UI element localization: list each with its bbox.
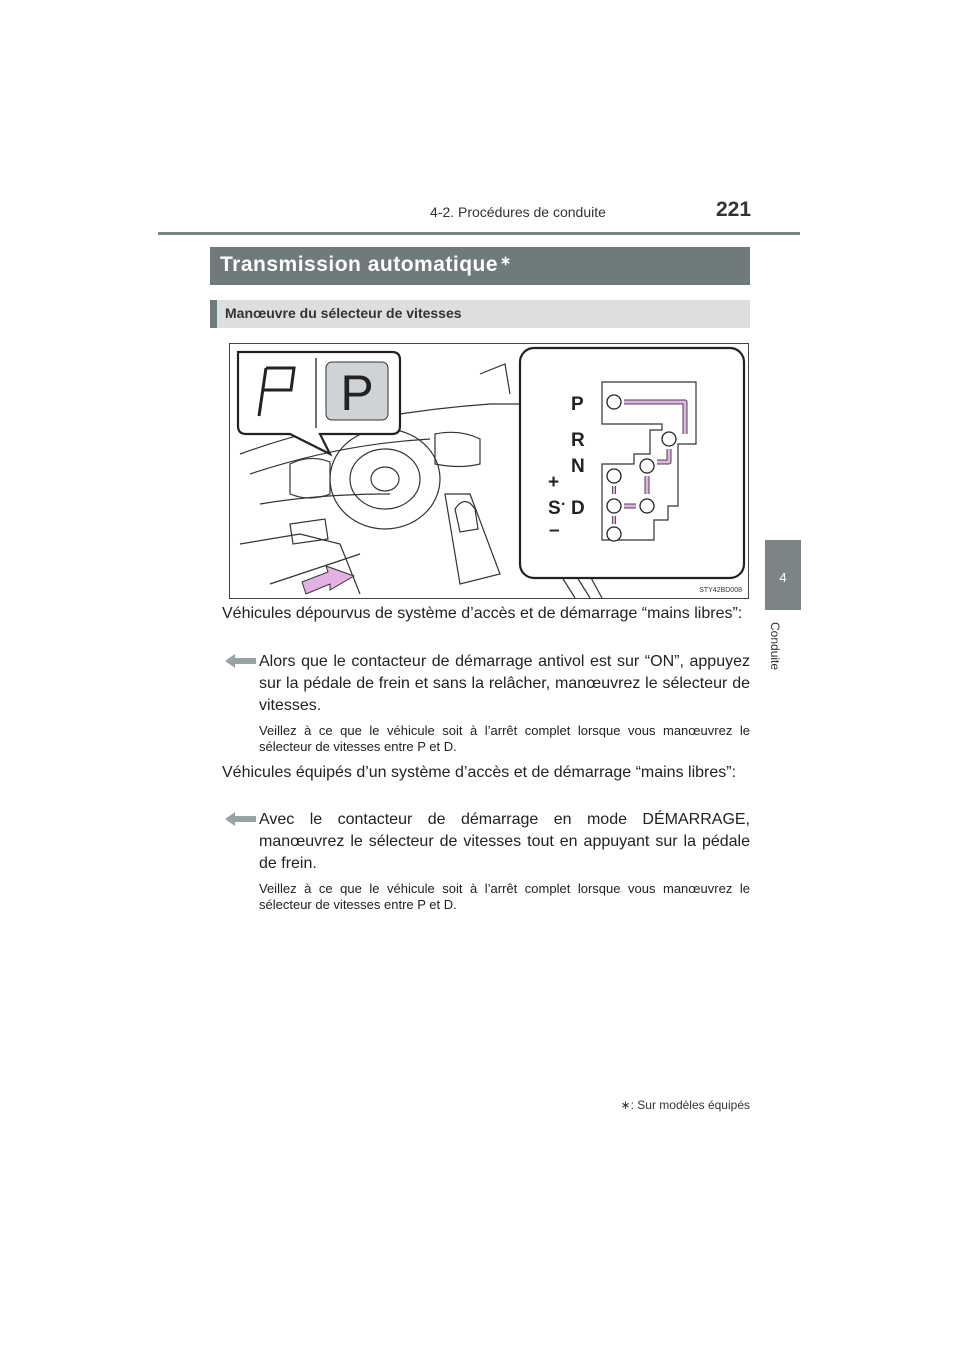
note-no-smart-key: Veillez à ce que le véhicule soit à l’arrêt complet lorsque vous manœuvrez le sélecteur de vitesses entre P et D. — [259, 723, 750, 754]
step-arrow-icon — [225, 654, 256, 668]
gear-label-r: R — [571, 430, 585, 451]
shift-plus-label: + — [548, 472, 560, 493]
title-asterisk-marker: ∗ — [500, 253, 512, 268]
page-number: 221 — [716, 198, 752, 221]
section-title: 4-2. Procédures de conduite — [430, 204, 606, 220]
intro-no-smart-key: Véhicules dépourvus de système d’accès et de démarrage “mains libres”: — [222, 605, 743, 622]
position-r-circle — [662, 432, 676, 446]
chapter-tab-number: 4 — [779, 570, 787, 585]
step-smart-key: Avec le contacteur de démarrage en mode DÉMARRAGE, manœuvrez le sélecteur de vitesses tout en appuyant sur la pédale de frein. — [259, 811, 750, 872]
gear-label-s: S — [548, 498, 561, 519]
step-no-smart-key: Alors que le contacteur de démarrage antivol est sur “ON”, appuyez sur la pédale de frein et sans la relâcher, manœuvrez le sélecteur de vitesses. — [259, 653, 750, 714]
footnote-marker: ∗ — [620, 1098, 631, 1112]
shift-minus-label: – — [549, 520, 560, 541]
shift-lever-figure — [229, 343, 749, 599]
position-d-circle — [640, 499, 654, 513]
shift-dot: · — [561, 496, 567, 513]
subsection-marker — [210, 300, 217, 328]
p-indicator-letter: P — [340, 365, 374, 421]
step-arrow-icon — [225, 812, 256, 826]
header-divider — [158, 232, 800, 235]
chapter-tab-label: Conduite — [768, 622, 782, 671]
page-title — [210, 247, 750, 285]
position-p-circle — [607, 395, 621, 409]
position-upper-circle — [607, 469, 621, 483]
position-n-circle — [640, 459, 654, 473]
gear-label-d: D — [571, 498, 585, 519]
note-smart-key: Veillez à ce que le véhicule soit à l’arrêt complet lorsque vous manœuvrez le sélecteur de vitesses entre P et D. — [259, 881, 750, 912]
gear-label-p: P — [571, 394, 584, 415]
figure-code: STY42BD008 — [699, 587, 742, 594]
footnote-text: : Sur modèles équipés — [630, 1098, 750, 1112]
intro-smart-key: Véhicules équipés d’un système d’accès et de démarrage “mains libres”: — [222, 764, 737, 781]
gear-label-n: N — [571, 456, 585, 477]
page-title-text: Transmission automatique — [220, 253, 499, 276]
position-lower-circle — [607, 527, 621, 541]
footnote — [560, 1098, 750, 1112]
position-s-circle — [607, 499, 621, 513]
figure-illustration — [230, 344, 748, 598]
subsection-title: Manœuvre du sélecteur de vitesses — [210, 300, 750, 328]
